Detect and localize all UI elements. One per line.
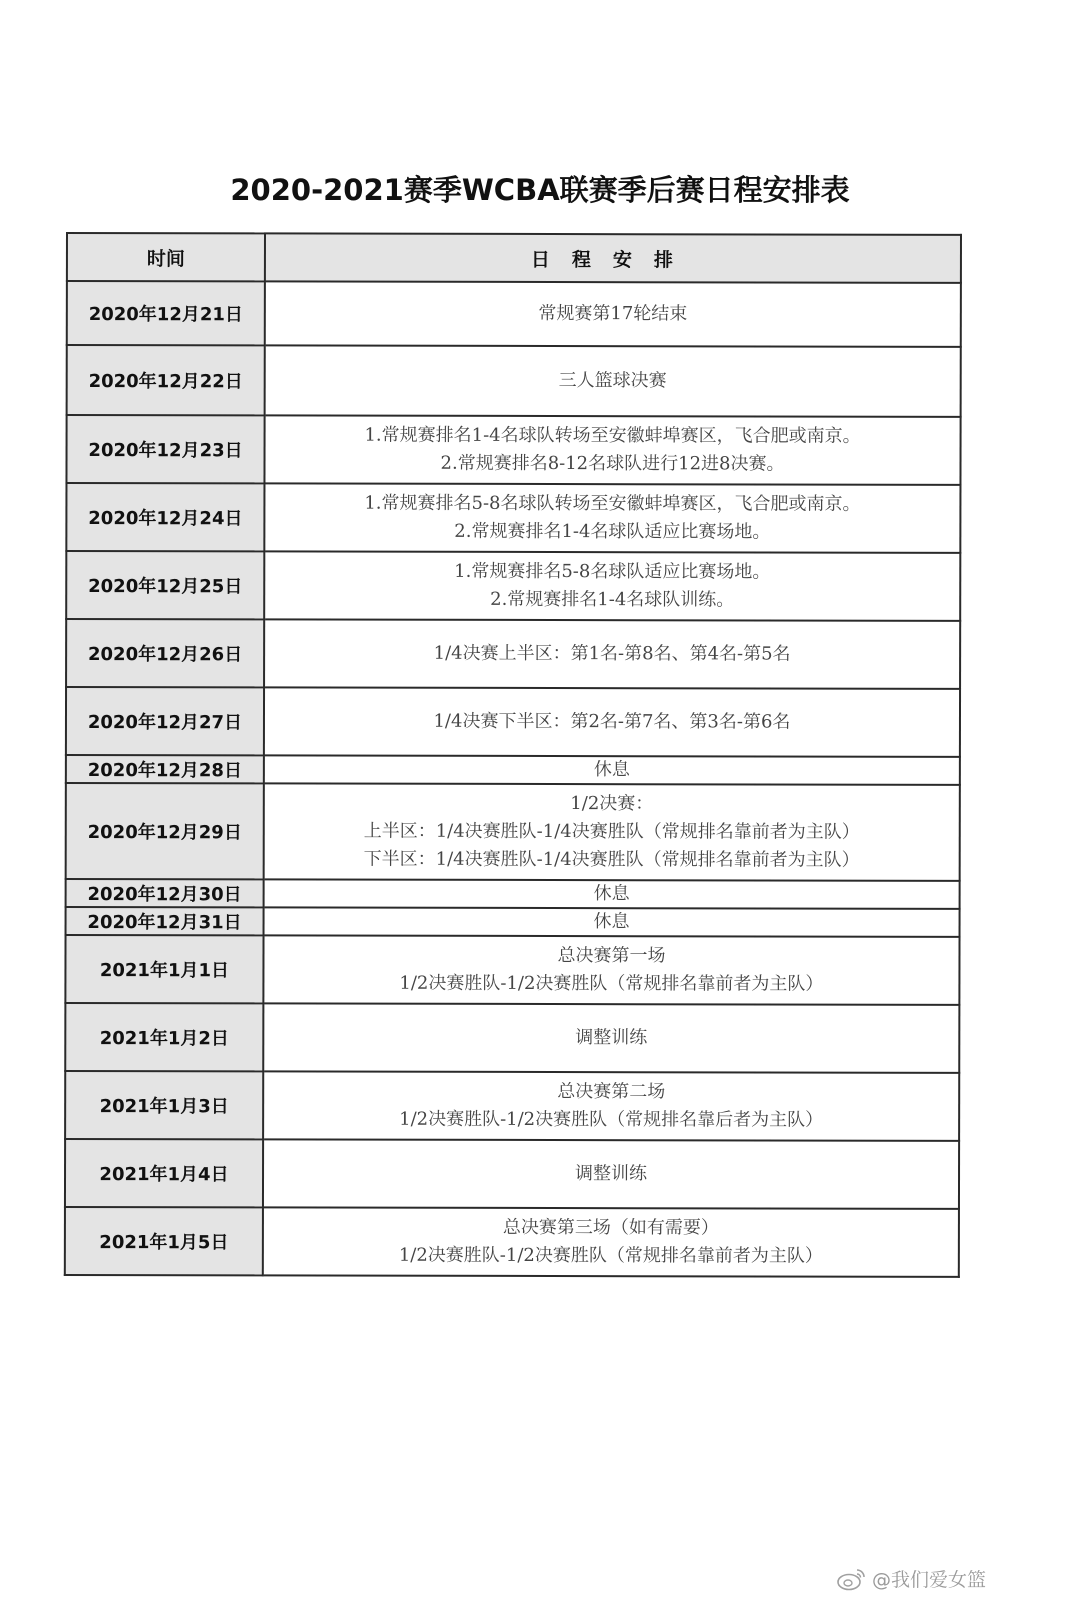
schedule-line: 休息 — [593, 759, 630, 781]
row-date: 2020年12月26日 — [66, 619, 264, 687]
watermark — [836, 1565, 986, 1592]
table-row — [66, 551, 960, 621]
schedule-line: 常规赛第17轮结束 — [538, 302, 688, 325]
table-row — [67, 281, 961, 347]
table-row — [66, 755, 960, 785]
row-date: 2021年1月4日 — [65, 1139, 263, 1207]
table-row — [66, 483, 960, 553]
schedule-line: 1.常规赛排名5-8名球队适应比赛场地。 — [454, 560, 771, 583]
row-date: 2020年12月29日 — [66, 783, 264, 879]
schedule-line: 调整训练 — [575, 1027, 648, 1049]
schedule-line: 调整训练 — [575, 1163, 648, 1185]
schedule-line: 2.常规赛排名1-4名球队适应比赛场地。 — [454, 520, 771, 543]
row-schedule — [263, 1207, 959, 1276]
row-schedule — [263, 1003, 959, 1072]
table-row — [66, 907, 960, 937]
row-schedule — [263, 935, 959, 1004]
table-row — [66, 687, 960, 757]
table-row — [66, 879, 960, 909]
schedule-line: 1.常规赛排名5-8名球队转场至安徽蚌埠赛区，飞合肥或南京。 — [364, 492, 861, 515]
row-date: 2020年12月28日 — [66, 755, 264, 783]
schedule-line: 1/2决赛： — [570, 793, 654, 815]
table-row — [65, 935, 959, 1005]
schedule-line: 2.常规赛排名1-4名球队训练。 — [490, 588, 735, 611]
row-schedule — [264, 783, 960, 880]
table-row — [66, 783, 960, 881]
row-date: 2021年1月1日 — [65, 935, 263, 1003]
schedule-table — [64, 232, 962, 1278]
schedule-line: 2.常规赛排名8-12名球队进行12进8决赛。 — [440, 452, 785, 475]
schedule-line: 总决赛第三场（如有需要） — [502, 1216, 719, 1239]
row-schedule — [264, 415, 960, 484]
schedule-line: 1.常规赛排名1-4名球队转场至安徽蚌埠赛区，飞合肥或南京。 — [364, 424, 861, 447]
row-date: 2021年1月3日 — [65, 1071, 263, 1139]
table-row — [66, 415, 960, 485]
row-schedule — [263, 1071, 959, 1140]
header-schedule: 日程安排 — [265, 233, 961, 282]
row-schedule — [265, 281, 961, 346]
row-date: 2020年12月30日 — [66, 879, 264, 907]
schedule-line: 三人篮球决赛 — [558, 370, 667, 392]
schedule-line: 休息 — [593, 911, 630, 933]
row-date: 2020年12月23日 — [66, 415, 264, 483]
row-date: 2020年12月25日 — [66, 551, 264, 619]
schedule-line: 1/4决赛下半区：第2名-第7名、第3名-第6名 — [433, 710, 791, 733]
watermark-text: @我们爱女篮 — [872, 1569, 987, 1591]
schedule-line: 总决赛第一场 — [557, 945, 666, 967]
row-schedule — [264, 879, 960, 908]
schedule-line: 总决赛第二场 — [557, 1081, 666, 1103]
row-date: 2021年1月5日 — [65, 1207, 263, 1275]
schedule-sheet — [64, 232, 960, 1278]
schedule-line: 1/2决赛胜队-1/2决赛胜队（常规排名靠后者为主队） — [399, 1108, 824, 1131]
schedule-line: 下半区：1/4决赛胜队-1/4决赛胜队（常规排名靠前者为主队） — [363, 848, 860, 871]
row-date: 2020年12月31日 — [66, 907, 264, 935]
document-title: 2020-2021赛季WCBA联赛季后赛日程安排表 — [230, 173, 850, 207]
table-row — [67, 345, 961, 417]
header-date: 时间 — [67, 233, 265, 281]
table-header-row — [67, 233, 961, 283]
row-date: 2020年12月21日 — [67, 281, 265, 345]
table-row — [65, 1139, 959, 1209]
schedule-line: 1/4决赛上半区：第1名-第8名、第4名-第5名 — [433, 642, 791, 665]
schedule-line: 上半区：1/4决赛胜队-1/4决赛胜队（常规排名靠前者为主队） — [363, 820, 860, 843]
row-schedule — [264, 619, 960, 688]
schedule-line: 1/2决赛胜队-1/2决赛胜队（常规排名靠前者为主队） — [399, 972, 824, 995]
row-date: 2020年12月27日 — [66, 687, 264, 755]
table-row — [65, 1071, 959, 1141]
row-schedule — [264, 551, 960, 620]
row-date: 2021年1月2日 — [65, 1003, 263, 1071]
row-schedule — [264, 755, 960, 784]
row-schedule — [264, 483, 960, 552]
schedule-line: 休息 — [593, 883, 630, 905]
weibo-icon — [836, 1567, 866, 1591]
row-date: 2020年12月24日 — [66, 483, 264, 551]
row-schedule — [264, 687, 960, 756]
row-schedule — [265, 345, 961, 416]
row-date: 2020年12月22日 — [67, 345, 265, 415]
table-row — [65, 1207, 959, 1277]
schedule-line: 1/2决赛胜队-1/2决赛胜队（常规排名靠前者为主队） — [398, 1244, 823, 1267]
row-schedule — [264, 907, 960, 936]
table-row — [66, 619, 960, 689]
row-schedule — [263, 1139, 959, 1208]
table-row — [65, 1003, 959, 1073]
